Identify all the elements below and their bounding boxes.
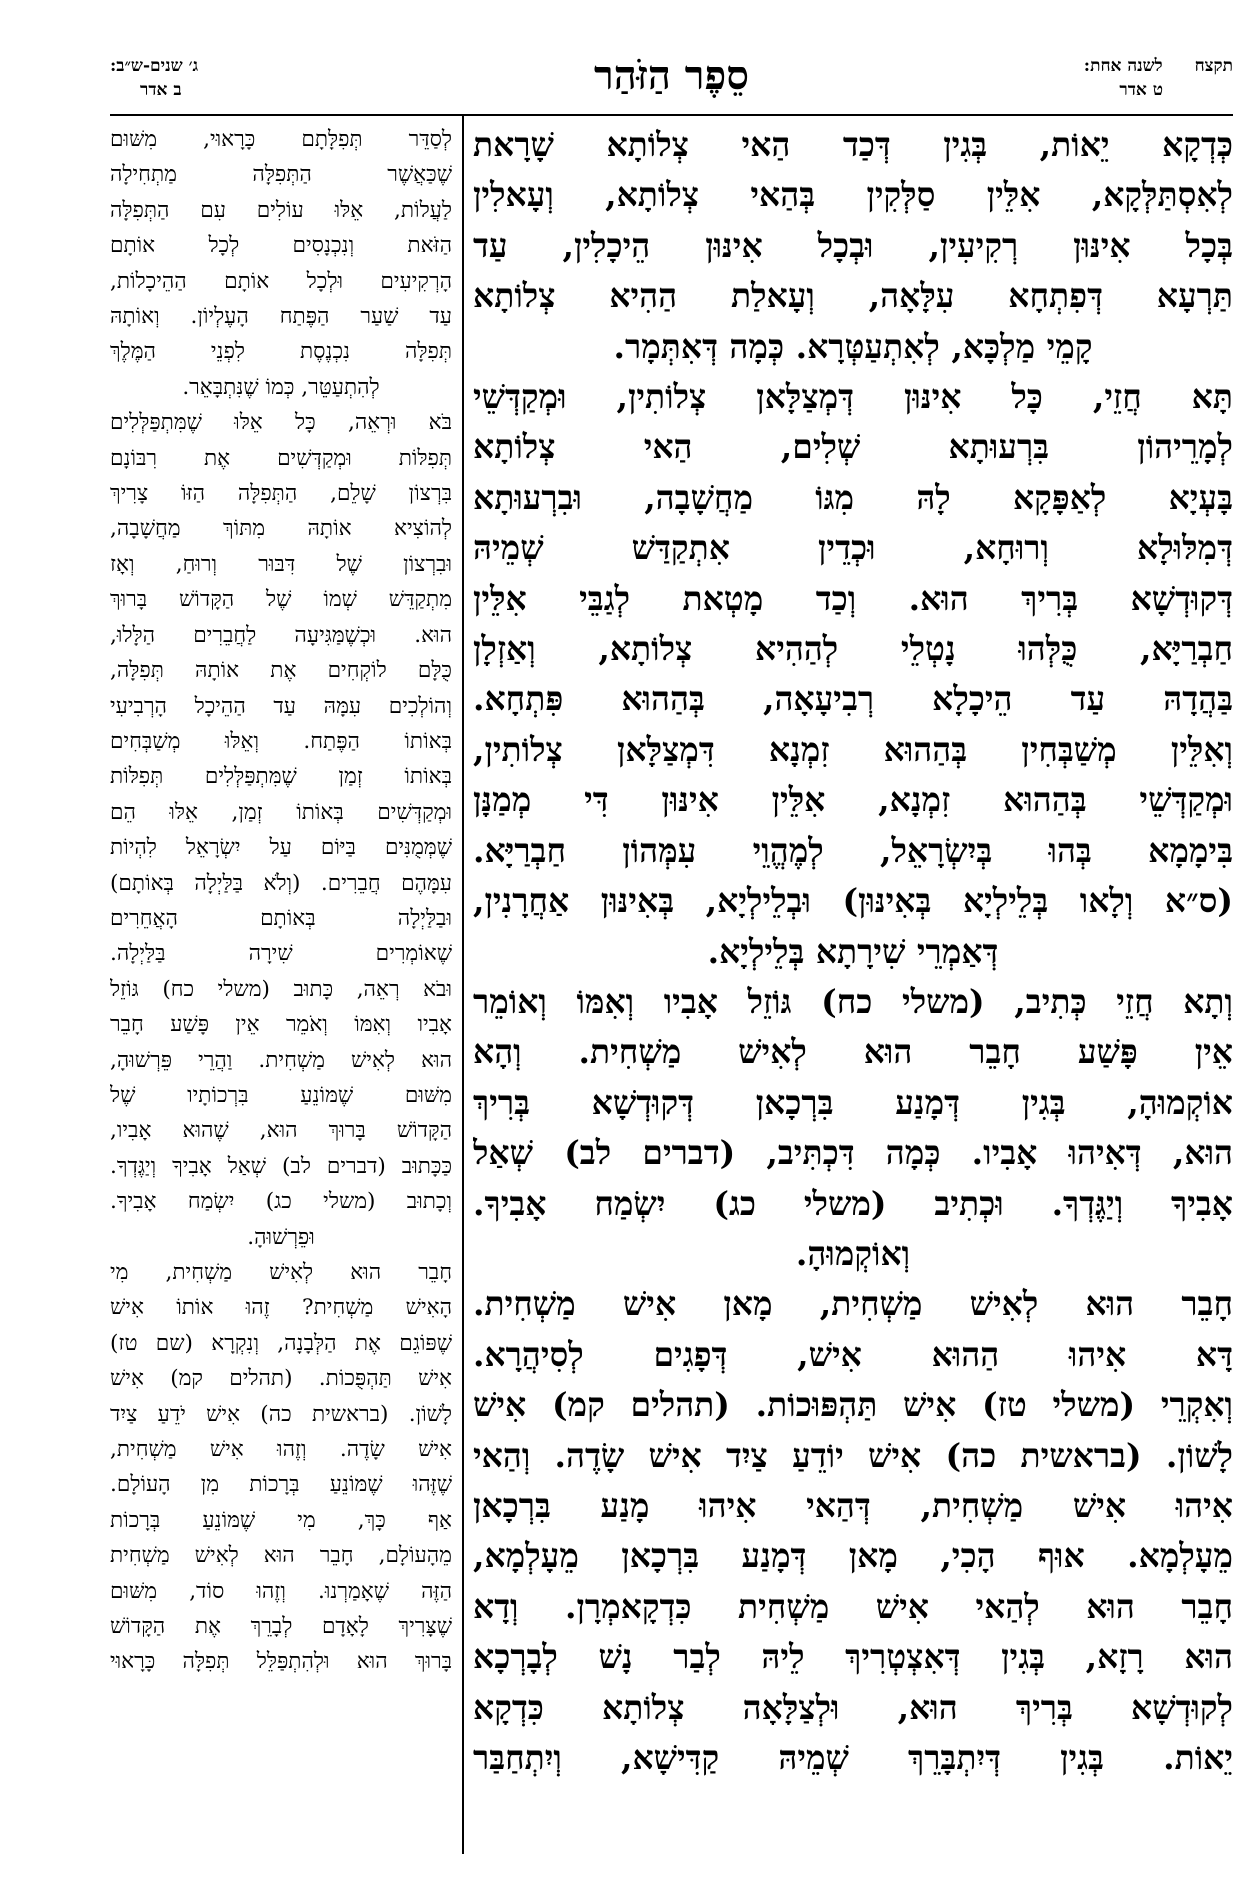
three-year-schedule-date: ב אדר: [140, 80, 182, 100]
hebrew-line: לְסַדֵּר תְּפִלָּתָם כָּרָאוּי, מִשּׁוּם: [110, 127, 452, 152]
hebrew-line: כַּכָּתוּב (דברים לב) שְׁאַל אָבִיךָ וְיַגֶּדְךָ.: [110, 1153, 452, 1179]
hebrew-line: וּפֵרְשׁוּהָ.: [247, 1224, 315, 1250]
hebrew-line: אַף כָּךְ, מִי שֶׁמּוֹנֵעַ בְּרָכוֹת: [110, 1507, 452, 1533]
aramaic-line: בַּהֲדָהּ עַד הֵיכָלָא רְבִיעָאָה, בְּהַהוּא פִּתְחָא.: [473, 679, 1233, 719]
aramaic-line: אִיהוּ אִישׁ מַשְׁחִית, דְּהַאי אִיהוּ מָנַע בִּרְכָאן: [473, 1485, 1233, 1525]
aramaic-line: דְּאַמְרֵי שִׁירָתָא בְּלֵילְיָא.: [707, 931, 999, 971]
book-title: סֵפֶר הַזֹּהַר: [594, 52, 749, 99]
aramaic-line: כְּדְקָא יֵאוֹת, בְּגִין דְּכַד הַאי צְלוֹתָא שָׁרָאת: [473, 125, 1233, 164]
aramaic-line: לָשׁוֹן. (בראשית כה) אִישׁ יוֹדֵעַ צַיִד אִישׁ שָׂדֶה. וְהַאי: [473, 1435, 1233, 1475]
hebrew-line: אִישׁ תַּהְפֻּכוֹת. (תהלים קמ) אִישׁ: [110, 1366, 452, 1392]
hebrew-line: הוּא. וּכְשֶׁמַּגִּיעָה לַחֲבֵרִים הַלָּלוּ,: [110, 622, 452, 648]
hebrew-translation-column: [110, 122, 452, 1856]
daily-schedule-label: לשנה אחת:: [1083, 56, 1163, 76]
hebrew-line: בְּאוֹתוֹ זְמַן שֶׁמִּתְפַּלְּלִים תְּפִלּוֹת: [110, 764, 452, 790]
aramaic-line: מֵעָלְמָא. אוּף הָכִי, מָאן דְּמָנַע בִּרְכָאן מֵעָלְמָא,: [473, 1536, 1233, 1576]
hebrew-line: תְּפִלּוֹת וּמְקַדְּשִׁים אֶת רִבּוֹנָם: [110, 445, 452, 471]
hebrew-line: שֶׁזֶּהוּ שֶׁמּוֹנֵעַ בְּרָכוֹת מִן הָעוֹלָם.: [110, 1472, 452, 1498]
hebrew-line: עִמָּהֶם חֲבֵרִים. (וְלֹא בַּלַּיְלָה בְּאוֹתָם): [110, 870, 452, 896]
aramaic-line: דְּמִלּוּלָא וְרוּחָא, וּכְדֵין אִתְקַדַּשׁ שְׁמֵיהּ: [473, 528, 1233, 568]
hebrew-line: מֵהָעוֹלָם, חָבֵר הוּא לְאִישׁ מַשְׁחִית: [110, 1543, 452, 1569]
hebrew-line: וּבֹא רְאֵה, כָּתוּב (משלי כח) גּוֹזֵל: [110, 976, 452, 1002]
hebrew-line: בְּאוֹתוֹ הַפֶּתַח. וְאֵלּוּ מְשַׁבְּחִים: [110, 728, 452, 754]
hebrew-line: לַעֲלוֹת, אֵלּוּ עוֹלִים עִם הַתְּפִלָּה: [110, 197, 452, 223]
aramaic-line: (ס״א וְלָאו בְּלֵילְיָא בְּאִינּוּן) וּבְלֵילְיָא, בְּאִינּוּן אַחֲרָנִין,: [473, 881, 1233, 921]
hebrew-line: בָּרוּךְ הוּא וּלְהִתְפַּלֵּל תְּפִלָּה כָּרָאוּי: [110, 1649, 452, 1675]
hebrew-line: הוּא לְאִישׁ מַשְׁחִית. וַהֲרֵי פֵּרְשׁוּהָ,: [110, 1047, 452, 1073]
hebrew-line: הָרְקִיעִים וּלְכָל אוֹתָם הַהֵיכָלוֹת,: [110, 268, 452, 294]
aramaic-line: בָּעְיָא לְאַפָּקָא לָהּ מִגּוֹ מַחֲשָׁבָה, וּבִרְעוּתָא: [473, 477, 1233, 517]
aramaic-line: חָבֵר הוּא לְאִישׁ מַשְׁחִית, מָאן אִישׁ מַשְׁחִית.: [473, 1284, 1233, 1324]
hebrew-line: מִתְקַדֵּשׁ שְׁמוֹ שֶׁל הַקָּדוֹשׁ בָּרוּךְ: [110, 587, 452, 613]
aramaic-text-column: [473, 120, 1233, 1860]
aramaic-line: לְאִסְתַּלְּקָא, אִלֵּין סַלְּקִין בְּהַאי צְלוֹתָא, וְעָאלִין: [473, 175, 1233, 215]
aramaic-line: קָמֵי מַלְכָּא, לְאִתְעַטְּרָא. כְּמָה דְּאִתְּמָר.: [613, 326, 1093, 366]
daily-schedule-date: ט אדר: [1119, 80, 1163, 100]
hebrew-line: לְהוֹצִיא אוֹתָהּ מִתּוֹךְ מַחֲשָׁבָה,: [110, 516, 452, 542]
aramaic-line: דָּא אִיהוּ הַהוּא אִישׁ, דְּפָגִים לְסִיהֲרָא.: [473, 1334, 1233, 1374]
hebrew-line: וּבִרְצוֹן שֶׁל דִּבּוּר וְרוּחַ, וְאָז: [110, 551, 452, 577]
aramaic-line: תָּא חֲזֵי, כָּל אִינּוּן דְּמְצַלָּאן צְלוֹתִין, וּמְקַדְּשֵׁי: [473, 377, 1233, 417]
hebrew-line: שֶׁמְּמֻנִּים בַּיּוֹם עַל יִשְׂרָאֵל לִהְיוֹת: [110, 835, 452, 861]
hebrew-line: וּמְקַדְּשִׁים בְּאוֹתוֹ זְמַן, אֵלּוּ הֵם: [110, 799, 452, 825]
aramaic-line: תַּרְעָא דְּפִתְחָא עִלָּאָה, וְעָאלַת הַהִיא צְלוֹתָא: [473, 276, 1233, 316]
header-left: [110, 54, 198, 102]
page-header: [110, 48, 1233, 120]
aramaic-line: בְּכָל אִינּוּן רְקִיעִין, וּבְכָל אִינּוּן הֵיכָלִין, עַד: [473, 225, 1233, 265]
aramaic-line: וְאוֹקְמוּהָ.: [795, 1233, 911, 1273]
hebrew-line: לָשׁוֹן. (בראשית כה) אִישׁ יֹדֵעַ צַיִד: [110, 1401, 452, 1427]
hebrew-line: שֶׁצָּרִיךְ לָאָדָם לְבָרֵךְ אֶת הַקָּדוֹשׁ: [110, 1614, 452, 1640]
hebrew-line: הַקָּדוֹשׁ בָּרוּךְ הוּא, שֶׁהוּא אָבִיו,: [110, 1118, 452, 1144]
aramaic-line: לְקוּדְשָׁא בְּרִיךְ הוּא, וּלְצַלָּאָה צְלוֹתָא כִּדְקָא: [473, 1687, 1233, 1727]
hebrew-line: הַזֹּאת וְנִכְנָסִים לְכָל אוֹתָם: [110, 233, 452, 259]
aramaic-line: חָבֵר הוּא לְהַאי אִישׁ מַשְׁחִית כִּדְקָאמְרָן. וְדָא: [473, 1586, 1233, 1626]
aramaic-line: אוֹקְמוּהָ, בְּגִין דְּמָנַע בִּרְכָאן דְּקוּדְשָׁא בְּרִיךְ: [473, 1082, 1233, 1122]
column-divider: [462, 114, 464, 1854]
hebrew-line: וְכָתוּב (משלי כג) יִשְׂמַח אָבִיךָ.: [110, 1189, 452, 1215]
aramaic-line: דְּקוּדְשָׁא בְּרִיךְ הוּא. וְכַד מָטְאת לְגַבֵּי אִלֵּין: [473, 578, 1233, 618]
aramaic-line: הוּא רָזָא, בְּגִין דְּאִצְטְרִיךְ לֵיהּ לְבַר נָשׁ לְבָרְכָא: [473, 1637, 1233, 1677]
aramaic-line: וּמְקַדְּשֵׁי בְּהַהוּא זִמְנָא, אִלֵּין אִינּוּן דִּי מְמַנָּן: [473, 780, 1233, 820]
aramaic-line: הוּא, דְּאִיהוּ אָבִיו. כְּמָה דִּכְתִּיב, (דברים לב) שְׁאַל: [473, 1133, 1233, 1173]
aramaic-line: לְמָרֵיהוֹן בִּרְעוּתָא שְׁלִים, הַאי צְלוֹתָא: [473, 427, 1233, 467]
aramaic-line: יֵאוֹת. בְּגִין דְּיִתְבָּרֵךְ שְׁמֵיהּ קַדִּישָׁא, וְיִתְחַבַּר: [473, 1738, 1233, 1777]
aramaic-line: וְאִקְרֵי (משלי טז) אִישׁ תַּהְפּוּכוֹת. (תהלים קמ) אִישׁ: [473, 1385, 1233, 1425]
hebrew-line: הָאִישׁ מַשְׁחִית? זֶהוּ אוֹתוֹ אִישׁ: [110, 1295, 452, 1321]
aramaic-line: אֵין פָּשַׁע חָבֵר הוּא לְאִישׁ מַשְׁחִית. וְהָא: [473, 1032, 1233, 1072]
hebrew-line: מִשּׁוּם שֶׁמּוֹנֵעַ בִּרְכוֹתָיו שֶׁל: [110, 1082, 452, 1108]
aramaic-line: וְתָא חֲזֵי כְּתִיב, (משלי כח) גּוֹזֵל אָבִיו וְאִמּוֹ וְאוֹמֵר: [473, 981, 1233, 1021]
aramaic-line: וְאִלֵּין מְשַׁבְּחִין בְּהַהוּא זִמְנָא דִּמְצַלָּאן צְלוֹתִין,: [473, 729, 1233, 769]
three-year-schedule-label: ג׳ שנים-ש״ב:: [110, 56, 199, 76]
hebrew-line: וְהוֹלְכִים עִמָּהּ עַד הַהֵיכָל הָרְבִיעִי: [110, 693, 452, 719]
hebrew-line: כֻּלָּם לוֹקְחִים אֶת אוֹתָהּ תְּפִלָּה,: [110, 658, 452, 684]
hebrew-line: בִּרְצוֹן שָׁלֵם, הַתְּפִלָּה הַזּוֹ צָרִיךְ: [110, 481, 452, 507]
hebrew-line: תְּפִלָּה נִכְנֶסֶת לִפְנֵי הַמֶּלֶךְ: [110, 339, 452, 365]
hebrew-line: שֶׁכַּאֲשֶׁר הַתְּפִלָּה מַתְחִילָה: [110, 162, 452, 188]
hebrew-line: בֹּא וּרְאֵה, כָּל אֵלּוּ שֶׁמִּתְפַּלְּלִים: [110, 410, 452, 436]
hebrew-line: וּבַלַּיְלָה בְּאוֹתָם הָאֲחֵרִים: [110, 905, 452, 931]
page-number: תקצח: [1194, 56, 1233, 76]
hebrew-line: חָבֵר הוּא לְאִישׁ מַשְׁחִית, מִי: [110, 1260, 452, 1285]
hebrew-line: לְהִתְעַטֵּר, כְּמוֹ שֶׁנִּתְבָּאֵר.: [182, 374, 380, 400]
hebrew-line: אִישׁ שָׂדֶה. וְזֶהוּ אִישׁ מַשְׁחִית,: [110, 1437, 452, 1463]
hebrew-line: שֶׁפּוֹגֵם אֶת הַלְּבָנָה, וְנִקְרָא (שם טז): [110, 1330, 452, 1356]
aramaic-line: בִּימָמָא בְּהוּ בְּיִשְׂרָאֵל, לְמֶהֱוֵי עִמְּהוֹן חַבְרַיָּא.: [473, 830, 1233, 870]
hebrew-line: הַזֶּה שֶׁאָמַרְנוּ. וְזֶהוּ סוֹד, מִשּׁוּם: [110, 1578, 452, 1604]
hebrew-line: עַד שַׁעַר הַפֶּתַח הָעֶלְיוֹן. וְאוֹתָהּ: [110, 304, 452, 330]
aramaic-line: חַבְרַיָּא, כֻּלְּהוּ נָטְלֵי לְהַהִיא צְלוֹתָא, וְאַזְלָן: [473, 629, 1233, 669]
header-rule: [110, 114, 1233, 116]
hebrew-line: אָבִיו וְאִמּוֹ וְאֹמֵר אֵין פָּשַׁע חָבֵר: [110, 1012, 452, 1038]
aramaic-line: אָבִיךָ וְיַגֶּדְךָ. וּכְתִיב (משלי כג) יִשְׂמַח אָבִיךָ.: [473, 1183, 1233, 1223]
hebrew-line: שֶׁאוֹמְרִים שִׁירָה בַּלַּיְלָה.: [110, 941, 452, 967]
